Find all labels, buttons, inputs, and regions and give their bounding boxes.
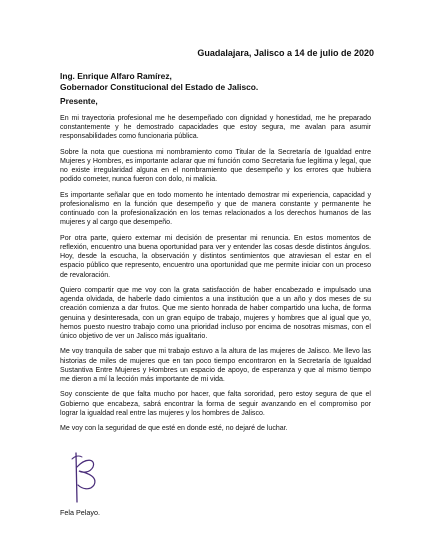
body-paragraph: En mi trayectoria profesional me he desempeñado con dignidad y honestidad, me he preparado constantemente y he demostrado capacidades que estoy segura, me avalan para asumir responsabilidades como funcionaria pública. — [60, 115, 371, 141]
handwritten-signature — [66, 447, 106, 507]
letter-body — [60, 114, 371, 440]
addressee-title: Gobernador Constitucional del Estado de Jalisco. — [60, 82, 259, 92]
body-paragraph: Es importante señalar que en todo momento he intentado demostrar mi experiencia, capacidad y profesionalismo en la función que desempeño y que de manera constante y permanente he continuado con la profesionalización en los temas relacionados a los derechos humanos de las mujeres y al cargo que desempeño. — [60, 191, 371, 227]
letter-date: Guadalajara, Jalisco a 14 de julio de 2020 — [197, 48, 374, 58]
signature-block — [60, 447, 180, 527]
body-paragraph: Me voy con la seguridad de que esté en donde esté, no dejaré de luchar. — [60, 425, 288, 433]
addressee-name: Ing. Enrique Alfaro Ramírez, — [60, 71, 172, 81]
body-paragraph: Por otra parte, quiero externar mi decisión de presentar mi renuncia. En estos momentos de reflexión, encuentro una buena oportunidad para ver y entender las cosas desde distintos ángulos. Hoy, desde la escucha, la observación y distintos sentimientos que atraviesan el estar en el espacio público que represento, encuentro una oportunidad que me permite iniciar con un proceso de revaloración. — [60, 234, 371, 279]
body-paragraph: Quiero compartir que me voy con la grata satisfacción de haber encabezado e impulsado una agenda olvidada, de haberle dado cimientos a una institución que a un año y dos meses de su creación comienza a dar frutos. Que me siento honrada de haber compartido una lucha, de forma genuina y desinteresada, con un gran equipo de trabajo, mujeres y hombres que al igual que yo, hemos puesto nuestro trabajo como una prioridad incluso por encima de nosotras mismas, con el único objetivo de ver un Jalisco más igualitario. — [60, 287, 371, 341]
body-paragraph: Sobre la nota que cuestiona mi nombramiento como Titular de la Secretaría de Igualdad entre Mujeres y Hombres, es importante aclarar que mi función como Secretaria fue legítima y legal, que no existe irregularidad alguna en el nombramiento que desempeño y los errores que hubiera podido cometer, nunca fueron con dolo, ni malicia. — [60, 148, 371, 184]
signer-name: Fela Pelayo. — [60, 508, 100, 517]
salutation: Presente, — [60, 96, 98, 106]
body-paragraph: Me voy tranquila de saber que mi trabajo estuvo a la altura de las mujeres de Jalisco. Me llevo las historias de miles de mujeres que en tan poco tiempo encontraron en la Secretaría de Igualdad Sustantiva Entre Mujeres y Hombres un espacio de apoyo, de esperanza y que al mismo tiempo me dieron a mí la lección más importante de mi vida. — [60, 348, 371, 384]
body-paragraph: Soy consciente de que falta mucho por hacer, que falta sororidad, pero estoy segura de que el Gobierno que encabeza, sabrá encontrar la forma de seguir avanzando en el compromiso por lograr la igualdad real entre las mujeres y los hombres de Jalisco. — [60, 391, 371, 417]
addressee-block — [60, 71, 258, 93]
